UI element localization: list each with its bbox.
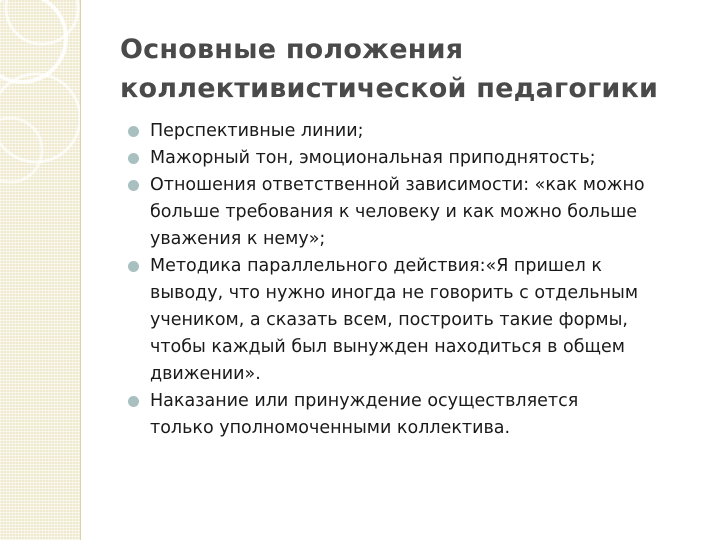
decorative-side-strip (0, 0, 80, 540)
list-item-line: Наказание или принуждение осуществляется (150, 391, 579, 411)
list-item-line: Перспективные линии; (150, 121, 364, 141)
list-item-line: Методика параллельного действия:«Я пришел к (150, 256, 602, 276)
list-item (128, 118, 696, 145)
list-item (128, 145, 696, 172)
list-item-line: Отношения ответственной зависимости: «как можно (150, 175, 645, 195)
list-item-line: уважения к нему»; (150, 229, 326, 249)
bullet-icon (128, 153, 139, 164)
list-item-line: выводу, что нужно иногда не говорить с отдельным (150, 283, 639, 303)
decorative-circles (0, 0, 80, 540)
slide-title (120, 30, 680, 108)
list-item (128, 388, 696, 442)
list-item-line: учеником, а сказать всем, построить такие формы, (150, 310, 628, 330)
list-item (128, 172, 696, 253)
bullet-list (128, 118, 696, 442)
title-line-2: коллективистической педагогики (120, 73, 659, 104)
list-item-line: Мажорный тон, эмоциональная приподнятость; (150, 148, 596, 168)
strip-divider (80, 0, 81, 540)
list-item-line: движении». (150, 364, 261, 384)
list-item-line: чтобы каждый был вынужден находиться в общем (150, 337, 625, 357)
bullet-icon (128, 126, 139, 137)
bullet-icon (128, 261, 139, 272)
bullet-icon (128, 396, 139, 407)
title-line-1: Основные положения (120, 34, 464, 65)
list-item-line: больше требования к человеку и как можно больше (150, 202, 638, 222)
list-item (128, 253, 696, 388)
bullet-icon (128, 180, 139, 191)
list-item-line: только уполномоченными коллектива. (150, 418, 511, 438)
